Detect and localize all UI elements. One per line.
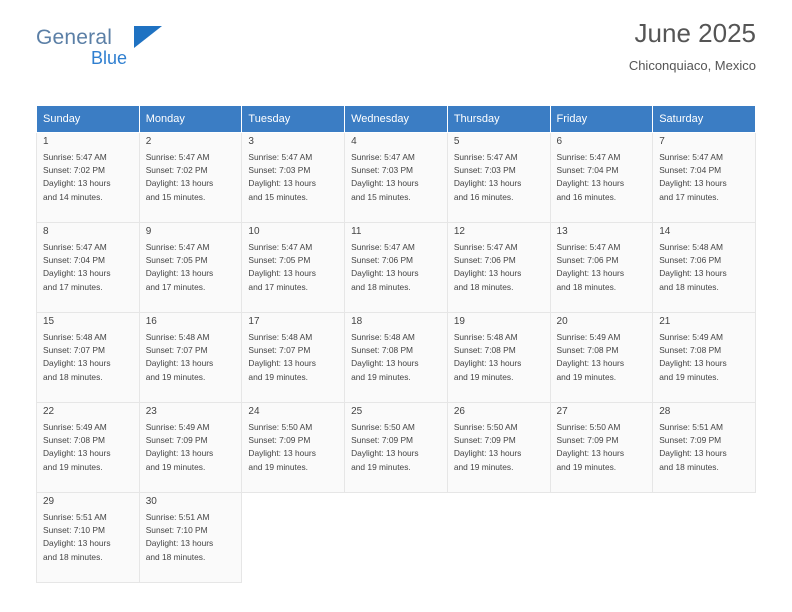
flag-icon: [134, 26, 162, 48]
daylight-text-line2: and 15 minutes.: [248, 191, 309, 202]
daylight-text-line1: Daylight: 13 hours: [248, 448, 316, 459]
daylight-text-line2: and 19 minutes.: [145, 371, 206, 382]
day-number: 7: [659, 136, 665, 147]
calendar-week-row: [37, 403, 756, 493]
sunrise-text: Sunrise: 5:47 AM: [43, 242, 107, 252]
brand-logo[interactable]: [36, 26, 236, 74]
day-info: [248, 331, 344, 384]
day-number: 26: [453, 406, 465, 417]
sunrise-text: Sunrise: 5:47 AM: [248, 152, 313, 162]
day-number: 3: [248, 136, 254, 147]
sunset-text: Sunset: 7:09 PM: [556, 435, 619, 446]
sunset-text: Sunset: 7:08 PM: [556, 345, 619, 356]
calendar-day-cell[interactable]: [653, 223, 756, 313]
sunset-text: Sunset: 7:07 PM: [145, 345, 208, 356]
calendar-day-cell[interactable]: [447, 133, 550, 223]
daylight-text-line2: and 19 minutes.: [556, 371, 617, 382]
day-info: [351, 151, 447, 204]
day-number: 17: [248, 316, 260, 327]
calendar-day-cell[interactable]: [653, 403, 756, 493]
sunrise-text: Sunrise: 5:49 AM: [145, 422, 210, 432]
daylight-text-line2: and 19 minutes.: [453, 461, 514, 472]
day-number: 6: [556, 136, 563, 147]
sunrise-text: Sunrise: 5:47 AM: [556, 242, 621, 252]
daylight-text-line1: Daylight: 13 hours: [248, 178, 316, 189]
daylight-text-line1: Daylight: 13 hours: [453, 358, 522, 369]
sunrise-text: Sunrise: 5:51 AM: [145, 512, 210, 522]
daylight-text-line1: Daylight: 13 hours: [453, 448, 522, 459]
sunrise-text: Sunrise: 5:50 AM: [453, 422, 518, 432]
daylight-text-line1: Daylight: 13 hours: [556, 178, 625, 189]
sunrise-text: Sunrise: 5:47 AM: [248, 242, 313, 252]
daylight-text-line1: Daylight: 13 hours: [145, 358, 214, 369]
daylight-text-line2: and 19 minutes.: [351, 371, 411, 382]
day-info: [146, 241, 242, 294]
calendar-day-cell[interactable]: [139, 493, 242, 583]
day-info: [659, 331, 755, 384]
calendar-day-cell[interactable]: [550, 403, 653, 493]
page-title: June 2025: [634, 18, 756, 48]
sunrise-text: Sunrise: 5:48 AM: [43, 332, 107, 342]
day-info: [557, 241, 653, 294]
calendar-day-cell[interactable]: [242, 133, 345, 223]
day-info: [454, 331, 550, 384]
sunrise-text: Sunrise: 5:47 AM: [351, 242, 415, 252]
day-info: [146, 511, 242, 564]
day-info: [454, 241, 550, 294]
daylight-text-line1: Daylight: 13 hours: [351, 448, 419, 459]
calendar-body: [37, 133, 756, 583]
day-info: [454, 421, 550, 474]
day-number: 10: [248, 226, 260, 237]
weekday-header: Saturday: [653, 106, 756, 133]
daylight-text-line2: and 19 minutes.: [351, 461, 411, 472]
sunrise-text: Sunrise: 5:48 AM: [659, 242, 723, 252]
calendar-day-cell[interactable]: [550, 223, 653, 313]
sunset-text: Sunset: 7:06 PM: [453, 255, 516, 266]
daylight-text-line2: and 19 minutes.: [453, 371, 514, 382]
day-number: 28: [659, 406, 671, 417]
calendar-cell-empty: [242, 493, 345, 583]
sunrise-text: Sunrise: 5:47 AM: [453, 242, 518, 252]
calendar-day-cell[interactable]: [242, 313, 345, 403]
daylight-text-line1: Daylight: 13 hours: [145, 178, 214, 189]
sunset-text: Sunset: 7:03 PM: [248, 165, 311, 176]
day-info: [146, 151, 242, 204]
sunset-text: Sunset: 7:02 PM: [43, 165, 105, 176]
sunrise-text: Sunrise: 5:49 AM: [659, 332, 723, 342]
daylight-text-line1: Daylight: 13 hours: [248, 358, 316, 369]
calendar-header-row: [37, 106, 756, 133]
calendar-cell-empty: [653, 493, 756, 583]
daylight-text-line2: and 18 minutes.: [145, 551, 206, 562]
weekday-header: Friday: [550, 106, 653, 133]
daylight-text-line1: Daylight: 13 hours: [659, 268, 727, 279]
daylight-text-line1: Daylight: 13 hours: [145, 268, 214, 279]
day-info: [43, 151, 139, 204]
sunset-text: Sunset: 7:07 PM: [248, 345, 311, 356]
daylight-text-line2: and 18 minutes.: [453, 281, 514, 292]
sunrise-text: Sunrise: 5:49 AM: [556, 332, 621, 342]
daylight-text-line1: Daylight: 13 hours: [248, 268, 316, 279]
daylight-text-line2: and 19 minutes.: [556, 461, 617, 472]
sunrise-text: Sunrise: 5:48 AM: [248, 332, 313, 342]
calendar-day-cell[interactable]: [345, 313, 448, 403]
daylight-text-line1: Daylight: 13 hours: [659, 358, 727, 369]
day-number: 2: [145, 136, 152, 147]
calendar-day-cell[interactable]: [242, 223, 345, 313]
sunset-text: Sunset: 7:03 PM: [351, 165, 414, 176]
sunset-text: Sunset: 7:06 PM: [659, 255, 722, 266]
day-info: [659, 241, 755, 294]
title-block: [629, 16, 756, 74]
daylight-text-line2: and 18 minutes.: [351, 281, 411, 292]
day-info: [557, 151, 653, 204]
sunrise-text: Sunrise: 5:50 AM: [248, 422, 313, 432]
weekday-header: Sunday: [37, 106, 140, 133]
brand-name-blue: Blue: [91, 48, 128, 68]
sunrise-text: Sunrise: 5:47 AM: [351, 152, 415, 162]
sunrise-text: Sunrise: 5:47 AM: [145, 242, 210, 252]
sunrise-text: Sunrise: 5:50 AM: [556, 422, 621, 432]
calendar-day-cell[interactable]: [37, 403, 140, 493]
calendar-day-cell[interactable]: [37, 493, 140, 583]
day-number: 9: [145, 226, 152, 237]
sunset-text: Sunset: 7:08 PM: [43, 435, 105, 446]
calendar-week-row: [37, 223, 756, 313]
calendar-day-cell[interactable]: [37, 313, 140, 403]
daylight-text-line1: Daylight: 13 hours: [351, 268, 419, 279]
calendar-day-cell[interactable]: [139, 313, 242, 403]
daylight-text-line1: Daylight: 13 hours: [351, 358, 419, 369]
day-number: 29: [43, 496, 55, 507]
calendar-day-cell[interactable]: [447, 313, 550, 403]
sunset-text: Sunset: 7:09 PM: [453, 435, 516, 446]
sunrise-text: Sunrise: 5:47 AM: [453, 152, 518, 162]
daylight-text-line2: and 18 minutes.: [659, 461, 719, 472]
calendar-day-cell[interactable]: [345, 403, 448, 493]
sunrise-text: Sunrise: 5:51 AM: [659, 422, 723, 432]
day-info: [43, 241, 139, 294]
calendar-day-cell[interactable]: [345, 133, 448, 223]
sunrise-text: Sunrise: 5:49 AM: [43, 422, 107, 432]
day-number: 16: [145, 316, 157, 327]
day-number: 1: [43, 136, 49, 147]
calendar-cell-empty: [447, 493, 550, 583]
day-number: 19: [453, 316, 465, 327]
day-number: 25: [351, 406, 363, 417]
sunset-text: Sunset: 7:02 PM: [145, 165, 208, 176]
calendar-cell-empty: [550, 493, 653, 583]
calendar-week-row: [37, 493, 756, 583]
sunrise-text: Sunrise: 5:47 AM: [659, 152, 723, 162]
sunrise-text: Sunrise: 5:47 AM: [43, 152, 107, 162]
day-number: 13: [556, 226, 568, 237]
calendar-day-cell[interactable]: [550, 313, 653, 403]
daylight-text-line2: and 16 minutes.: [453, 191, 514, 202]
day-info: [351, 421, 447, 474]
day-info: [557, 421, 653, 474]
sunrise-text: Sunrise: 5:48 AM: [453, 332, 518, 342]
calendar-day-cell[interactable]: [139, 133, 242, 223]
day-number: 11: [351, 226, 362, 237]
calendar-cell-empty: [345, 493, 448, 583]
day-info: [146, 421, 242, 474]
sunrise-text: Sunrise: 5:50 AM: [351, 422, 415, 432]
day-number: 24: [248, 406, 260, 417]
sunset-text: Sunset: 7:06 PM: [556, 255, 619, 266]
daylight-text-line1: Daylight: 13 hours: [453, 268, 522, 279]
sunset-text: Sunset: 7:04 PM: [43, 255, 105, 266]
calendar-day-cell[interactable]: [653, 133, 756, 223]
sunset-text: Sunset: 7:08 PM: [351, 345, 414, 356]
day-number: 18: [351, 316, 363, 327]
sunrise-text: Sunrise: 5:48 AM: [351, 332, 415, 342]
sunset-text: Sunset: 7:09 PM: [351, 435, 414, 446]
daylight-text-line1: Daylight: 13 hours: [145, 538, 214, 549]
calendar-day-cell[interactable]: [447, 403, 550, 493]
sunset-text: Sunset: 7:09 PM: [145, 435, 208, 446]
daylight-text-line1: Daylight: 13 hours: [659, 178, 727, 189]
calendar-day-cell[interactable]: [37, 133, 140, 223]
day-info: [248, 421, 344, 474]
calendar-day-cell[interactable]: [345, 223, 448, 313]
calendar-day-cell[interactable]: [653, 313, 756, 403]
day-number: 15: [43, 316, 55, 327]
sunrise-text: Sunrise: 5:47 AM: [145, 152, 210, 162]
daylight-text-line1: Daylight: 13 hours: [556, 358, 625, 369]
daylight-text-line1: Daylight: 13 hours: [351, 178, 419, 189]
sunrise-text: Sunrise: 5:51 AM: [43, 512, 107, 522]
day-number: 12: [453, 226, 465, 237]
day-number: 30: [145, 496, 157, 507]
daylight-text-line1: Daylight: 13 hours: [43, 538, 111, 549]
day-info: [43, 421, 139, 474]
sunset-text: Sunset: 7:10 PM: [145, 525, 208, 536]
sunset-text: Sunset: 7:09 PM: [659, 435, 722, 446]
daylight-text-line2: and 18 minutes.: [43, 551, 103, 562]
daylight-text-line1: Daylight: 13 hours: [453, 178, 522, 189]
sunset-text: Sunset: 7:04 PM: [659, 165, 722, 176]
daylight-text-line2: and 19 minutes.: [145, 461, 206, 472]
day-number: 20: [556, 316, 568, 327]
daylight-text-line2: and 15 minutes.: [351, 191, 411, 202]
day-number: 21: [659, 316, 671, 327]
day-info: [248, 151, 344, 204]
day-number: 5: [453, 136, 460, 147]
day-info: [659, 151, 755, 204]
sunset-text: Sunset: 7:09 PM: [248, 435, 311, 446]
sunset-text: Sunset: 7:04 PM: [556, 165, 619, 176]
day-number: 14: [659, 226, 671, 237]
day-info: [351, 331, 447, 384]
calendar-day-cell[interactable]: [550, 133, 653, 223]
sunset-text: Sunset: 7:08 PM: [453, 345, 516, 356]
daylight-text-line1: Daylight: 13 hours: [43, 178, 111, 189]
daylight-text-line1: Daylight: 13 hours: [43, 358, 111, 369]
weekday-header: Thursday: [447, 106, 550, 133]
calendar-week-row: [37, 313, 756, 403]
sunset-text: Sunset: 7:05 PM: [145, 255, 208, 266]
day-info: [43, 331, 139, 384]
weekday-header: Tuesday: [242, 106, 345, 133]
daylight-text-line2: and 14 minutes.: [43, 191, 103, 202]
sunrise-text: Sunrise: 5:48 AM: [145, 332, 210, 342]
sunset-text: Sunset: 7:07 PM: [43, 345, 105, 356]
daylight-text-line1: Daylight: 13 hours: [145, 448, 214, 459]
day-number: 27: [556, 406, 568, 417]
day-info: [454, 151, 550, 204]
daylight-text-line2: and 19 minutes.: [248, 371, 309, 382]
sunset-text: Sunset: 7:03 PM: [453, 165, 516, 176]
calendar-day-cell[interactable]: [37, 223, 140, 313]
daylight-text-line1: Daylight: 13 hours: [556, 268, 625, 279]
day-number: 8: [43, 226, 49, 237]
day-info: [351, 241, 447, 294]
sunset-text: Sunset: 7:05 PM: [248, 255, 311, 266]
day-number: 4: [351, 136, 357, 147]
daylight-text-line2: and 18 minutes.: [43, 371, 103, 382]
calendar-day-cell[interactable]: [139, 223, 242, 313]
daylight-text-line2: and 15 minutes.: [145, 191, 206, 202]
calendar-day-cell[interactable]: [139, 403, 242, 493]
calendar-week-row: [37, 133, 756, 223]
location-subtitle: Chiconquiaco, Mexico: [628, 58, 756, 73]
weekday-header: Monday: [139, 106, 242, 133]
daylight-text-line1: Daylight: 13 hours: [556, 448, 625, 459]
daylight-text-line1: Daylight: 13 hours: [43, 268, 111, 279]
calendar-day-cell[interactable]: [242, 403, 345, 493]
daylight-text-line1: Daylight: 13 hours: [659, 448, 727, 459]
daylight-text-line2: and 19 minutes.: [248, 461, 309, 472]
calendar-day-cell[interactable]: [447, 223, 550, 313]
daylight-text-line2: and 17 minutes.: [43, 281, 103, 292]
day-info: [248, 241, 344, 294]
day-number: 22: [43, 406, 55, 417]
daylight-text-line2: and 17 minutes.: [145, 281, 206, 292]
daylight-text-line2: and 17 minutes.: [248, 281, 309, 292]
sunset-text: Sunset: 7:06 PM: [351, 255, 414, 266]
sunrise-text: Sunrise: 5:47 AM: [556, 152, 621, 162]
daylight-text-line2: and 17 minutes.: [659, 191, 719, 202]
daylight-text-line2: and 19 minutes.: [43, 461, 103, 472]
page-header: [36, 0, 756, 73]
day-number: 23: [145, 406, 157, 417]
calendar-table: [36, 105, 756, 583]
daylight-text-line2: and 18 minutes.: [659, 281, 719, 292]
weekday-header: Wednesday: [345, 106, 448, 133]
sunset-text: Sunset: 7:08 PM: [659, 345, 722, 356]
daylight-text-line2: and 18 minutes.: [556, 281, 617, 292]
day-info: [43, 511, 139, 564]
brand-name-general: General: [36, 26, 113, 49]
day-info: [557, 331, 653, 384]
day-info: [659, 421, 755, 474]
sunset-text: Sunset: 7:10 PM: [43, 525, 105, 536]
day-info: [146, 331, 242, 384]
daylight-text-line2: and 19 minutes.: [659, 371, 719, 382]
daylight-text-line2: and 16 minutes.: [556, 191, 617, 202]
daylight-text-line1: Daylight: 13 hours: [43, 448, 111, 459]
